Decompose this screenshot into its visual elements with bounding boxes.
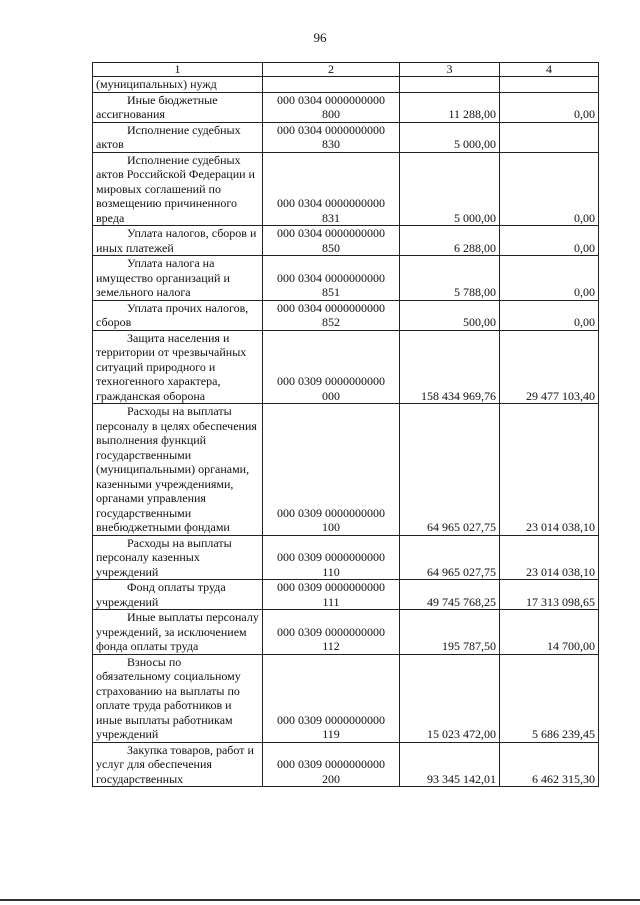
row-name-cell <box>93 300 263 330</box>
budget-table <box>92 62 599 787</box>
row-code-line-2: 100 <box>322 520 340 534</box>
table-row <box>93 300 599 330</box>
row-col3-value: 5 000,00 <box>400 152 500 226</box>
row-code-line-2: 110 <box>322 564 340 579</box>
row-name-cell <box>93 580 263 610</box>
page-bottom-edge <box>0 899 640 901</box>
row-col3-value: 49 745 768,25 <box>400 580 500 610</box>
row-name-cell <box>93 122 263 152</box>
page-number: 96 <box>313 30 327 45</box>
table-row <box>93 77 599 93</box>
row-col4-value: 0,00 <box>500 256 599 301</box>
row-name-cell <box>93 742 263 787</box>
row-col4-value: 23 014 038,10 <box>500 404 599 536</box>
row-name-cell <box>93 226 263 256</box>
row-code-line-2: 850 <box>322 240 340 255</box>
row-code-line-2: 111 <box>322 594 340 609</box>
row-col4-value: 29 477 103,40 <box>500 330 599 404</box>
table-row <box>93 226 599 256</box>
row-col3-value <box>400 77 500 93</box>
row-code-line-1: 000 0309 0000000000 <box>277 550 385 564</box>
row-name: Иные выплаты персоналу учреждений, за исключением фонда оплаты труда <box>96 610 259 653</box>
row-name: Исполнение судебных актов Российской Федерации и мировых соглашений по возмещению причиненного вреда <box>96 152 255 225</box>
row-code-cell <box>263 535 400 580</box>
row-code-line-2: 851 <box>322 285 340 299</box>
row-col3-value: 6 288,00 <box>400 226 500 256</box>
row-code-line-1: 000 0309 0000000000 <box>277 580 385 594</box>
row-name-cell <box>93 610 263 655</box>
table-row <box>93 742 599 787</box>
row-code-line-1: 000 0304 0000000000 <box>277 300 385 315</box>
row-code-line-1: 000 0309 0000000000 <box>277 712 385 727</box>
row-col3-value: 5 000,00 <box>400 122 500 152</box>
row-name-cell <box>93 92 263 122</box>
row-col3-value: 15 023 472,00 <box>400 654 500 742</box>
table-row <box>93 330 599 404</box>
row-code-line-1: 000 0304 0000000000 <box>277 226 385 240</box>
table-row <box>93 92 599 122</box>
row-code-cell <box>263 122 400 152</box>
table-row <box>93 610 599 655</box>
row-col3-value: 158 434 969,76 <box>400 330 500 404</box>
row-col4-value: 6 462 315,30 <box>500 742 599 787</box>
row-code-line-2: 800 <box>322 107 340 121</box>
row-col3-value: 5 788,00 <box>400 256 500 301</box>
row-code-cell <box>263 404 400 536</box>
table-row <box>93 122 599 152</box>
table-row <box>93 654 599 742</box>
row-code-cell <box>263 77 400 93</box>
row-code-line-1: 000 0304 0000000000 <box>277 196 385 210</box>
row-col4-value: 0,00 <box>500 226 599 256</box>
row-col4-value: 14 700,00 <box>500 610 599 655</box>
table-row <box>93 535 599 580</box>
row-col4-value: 17 313 098,65 <box>500 580 599 610</box>
column-header-2: 2 <box>263 63 400 77</box>
row-code-line-1: 000 0304 0000000000 <box>277 122 385 137</box>
row-name: Уплата налога на имущество организаций и земельного налога <box>96 256 230 299</box>
row-code-line-1: 000 0309 0000000000 <box>277 505 385 520</box>
row-col4-value: 5 686 239,45 <box>500 654 599 742</box>
row-name: Защита населения и территории от чрезвычайных ситуаций природного и техногенного характера, гражданская оборона <box>96 330 247 403</box>
table-row <box>93 404 599 536</box>
row-col3-value: 64 965 027,75 <box>400 535 500 580</box>
table-row <box>93 580 599 610</box>
row-code-cell <box>263 256 400 301</box>
row-col4-value: 0,00 <box>500 152 599 226</box>
row-code-cell <box>263 742 400 787</box>
table-body <box>93 77 599 787</box>
row-col4-value <box>500 77 599 93</box>
row-code-line-1: 000 0309 0000000000 <box>277 624 385 639</box>
table-row <box>93 256 599 301</box>
column-header-3: 3 <box>400 63 500 77</box>
row-name: Фонд оплаты труда учреждений <box>96 580 226 609</box>
row-code-line-2: 831 <box>322 210 340 225</box>
row-code-cell <box>263 152 400 226</box>
row-code-line-2: 000 <box>322 388 340 403</box>
row-col3-value: 195 787,50 <box>400 610 500 655</box>
row-name-cell <box>93 152 263 226</box>
row-code-line-1: 000 0304 0000000000 <box>277 270 385 285</box>
header-row <box>93 63 599 77</box>
row-name: Расходы на выплаты персоналу казенных учреждений <box>96 535 232 579</box>
column-header-4: 4 <box>500 63 599 77</box>
row-code-cell <box>263 580 400 610</box>
row-col4-value <box>500 122 599 152</box>
row-code-line-2: 119 <box>322 727 340 741</box>
row-name-cell <box>93 404 263 536</box>
row-name: Уплата прочих налогов, сборов <box>96 300 249 329</box>
row-name: Взносы по обязательному социальному страхованию на выплаты по оплате труда работников и иные выплаты работникам учреждений <box>96 654 241 741</box>
row-code-cell <box>263 654 400 742</box>
row-code-line-2: 112 <box>322 639 340 653</box>
row-name-cell <box>93 654 263 742</box>
row-code-cell <box>263 92 400 122</box>
row-col4-value: 23 014 038,10 <box>500 535 599 580</box>
row-name-cell <box>93 330 263 404</box>
row-code-cell <box>263 300 400 330</box>
row-code-line-2: 852 <box>322 315 340 329</box>
table-row <box>93 152 599 226</box>
row-name: Закупка товаров, работ и услуг для обеспечения государственных <box>96 742 254 786</box>
row-col4-value: 0,00 <box>500 92 599 122</box>
row-code-cell <box>263 330 400 404</box>
row-name: Расходы на выплаты персоналу в целях обеспечения выполнения функций государственными (муниципальными) органами, казенными учреждениями, органами управления государственными внебюджетными фондами <box>96 404 257 534</box>
row-code-cell <box>263 226 400 256</box>
row-code-line-1: 000 0309 0000000000 <box>277 757 385 771</box>
row-name: Иные бюджетные ассигнования <box>96 92 218 121</box>
row-code-line-1: 000 0309 0000000000 <box>277 374 385 388</box>
row-name-cell <box>93 535 263 580</box>
row-col3-value: 11 288,00 <box>400 92 500 122</box>
row-name: (муниципальных) нужд <box>96 77 217 91</box>
row-code-line-1: 000 0304 0000000000 <box>277 92 385 107</box>
column-header-1: 1 <box>93 63 263 77</box>
row-col3-value: 93 345 142,01 <box>400 742 500 787</box>
row-code-cell <box>263 610 400 655</box>
row-col4-value: 0,00 <box>500 300 599 330</box>
row-col3-value: 64 965 027,75 <box>400 404 500 536</box>
row-name-cell <box>93 256 263 301</box>
row-name: Уплата налогов, сборов и иных платежей <box>96 226 257 255</box>
row-code-line-2: 200 <box>322 771 340 786</box>
row-name-cell <box>93 77 263 93</box>
row-col3-value: 500,00 <box>400 300 500 330</box>
row-name: Исполнение судебных актов <box>96 122 241 151</box>
row-code-line-2: 830 <box>322 137 340 151</box>
